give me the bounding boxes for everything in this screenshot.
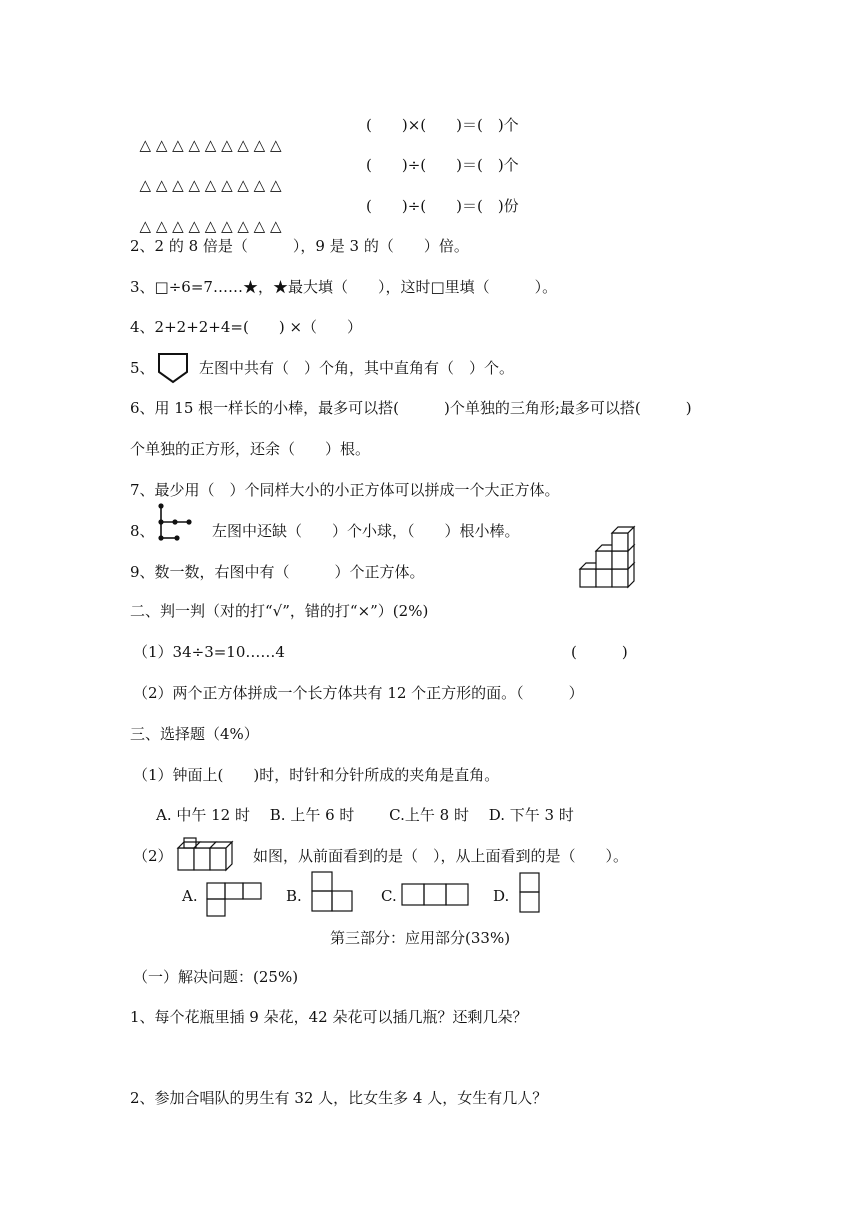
option-d-label: D. (493, 887, 510, 905)
problem-2: 2、参加合唱队的男生有 32 人，比女生多 4 人，女生有几人？ (130, 1089, 548, 1107)
three-cubes-figure (176, 836, 238, 874)
triangles: △ △ △ △ △ △ △ △ △ (139, 136, 282, 154)
option-b-label: B. (286, 887, 302, 905)
option-a-label: A. (182, 887, 198, 905)
choice-question-2-text: 如图，从前面看到的是（ ），从上面看到的是（ ）。 (253, 847, 629, 865)
question-5-number: 5、 (130, 359, 155, 377)
choice-question-2-number: （2） (133, 847, 173, 865)
judge-item-1-answer: ( ) (571, 643, 628, 661)
triangle-row-1 (130, 115, 282, 155)
question-3: 3、□÷6=7……★，★最大填（ ），这时□里填（ ）。 (130, 278, 558, 296)
triangle-row-3 (130, 196, 282, 236)
option-d-shape (519, 872, 541, 914)
triangles: △ △ △ △ △ △ △ △ △ (139, 217, 282, 235)
question-4: 4、2+2+2+4=( ) ×（ ） (130, 318, 363, 336)
choice-question-1-options: A. 中午 12 时 B. 上午 6 时 C.上午 8 时 D. 下午 3 时 (156, 806, 574, 824)
part-3-subheading: （一）解决问题：(25%) (133, 968, 299, 986)
part-3-heading: 第三部分：应用部分(33%) (330, 929, 511, 947)
cube-stack-figure (578, 523, 648, 591)
choice-question-1: （1）钟面上( )时，时针和分针所成的夹角是直角。 (133, 766, 500, 784)
question-5-text: 左图中共有（ ）个角，其中直角有（ ）个。 (199, 359, 515, 377)
triangles: △ △ △ △ △ △ △ △ △ (139, 176, 282, 194)
stick-ball-figure (153, 502, 199, 544)
triangle-row-2 (130, 155, 282, 195)
judge-item-1: （1）34÷3=10……4 (133, 643, 285, 661)
option-a-shape (206, 882, 264, 918)
problem-1: 1、每个花瓶里插 9 朵花，42 朵花可以插几瓶？还剩几朵？ (130, 1008, 528, 1026)
triangle-expr-3: ( )÷( )＝( )份 (366, 197, 519, 215)
choice-heading: 三、选择题（4%） (130, 725, 259, 743)
option-c-shape (401, 883, 471, 907)
option-c-label: C. (381, 887, 397, 905)
question-9: 9、数一数，右图中有（ ）个正方体。 (130, 563, 425, 581)
judge-heading: 二、判一判（对的打“√”，错的打“×”）(2%) (130, 602, 429, 620)
option-b-shape (311, 871, 353, 913)
question-6-line-1: 6、用 15 根一样长的小棒，最多可以搭( )个单独的三角形;最多可以搭( ) (130, 399, 692, 417)
question-6-line-2: 个单独的正方形，还余（ ）根。 (130, 440, 371, 458)
judge-item-2: （2）两个正方体拼成一个长方体共有 12 个正方形的面。（ ） (133, 684, 584, 702)
pentagon-figure (157, 352, 189, 384)
question-8-number: 8、 (130, 522, 155, 540)
triangle-expr-1: ( )×( )＝( )个 (366, 116, 519, 134)
question-7: 7、最少用（ ）个同样大小的小正方体可以拼成一个大正方体。 (130, 481, 560, 499)
question-2: 2、2 的 8 倍是（ ），9 是 3 的（ ）倍。 (130, 237, 469, 255)
triangle-expr-2: ( )÷( )＝( )个 (366, 156, 519, 174)
question-8-text: 左图中还缺（ ）个小球，（ ）根小棒。 (212, 522, 520, 540)
